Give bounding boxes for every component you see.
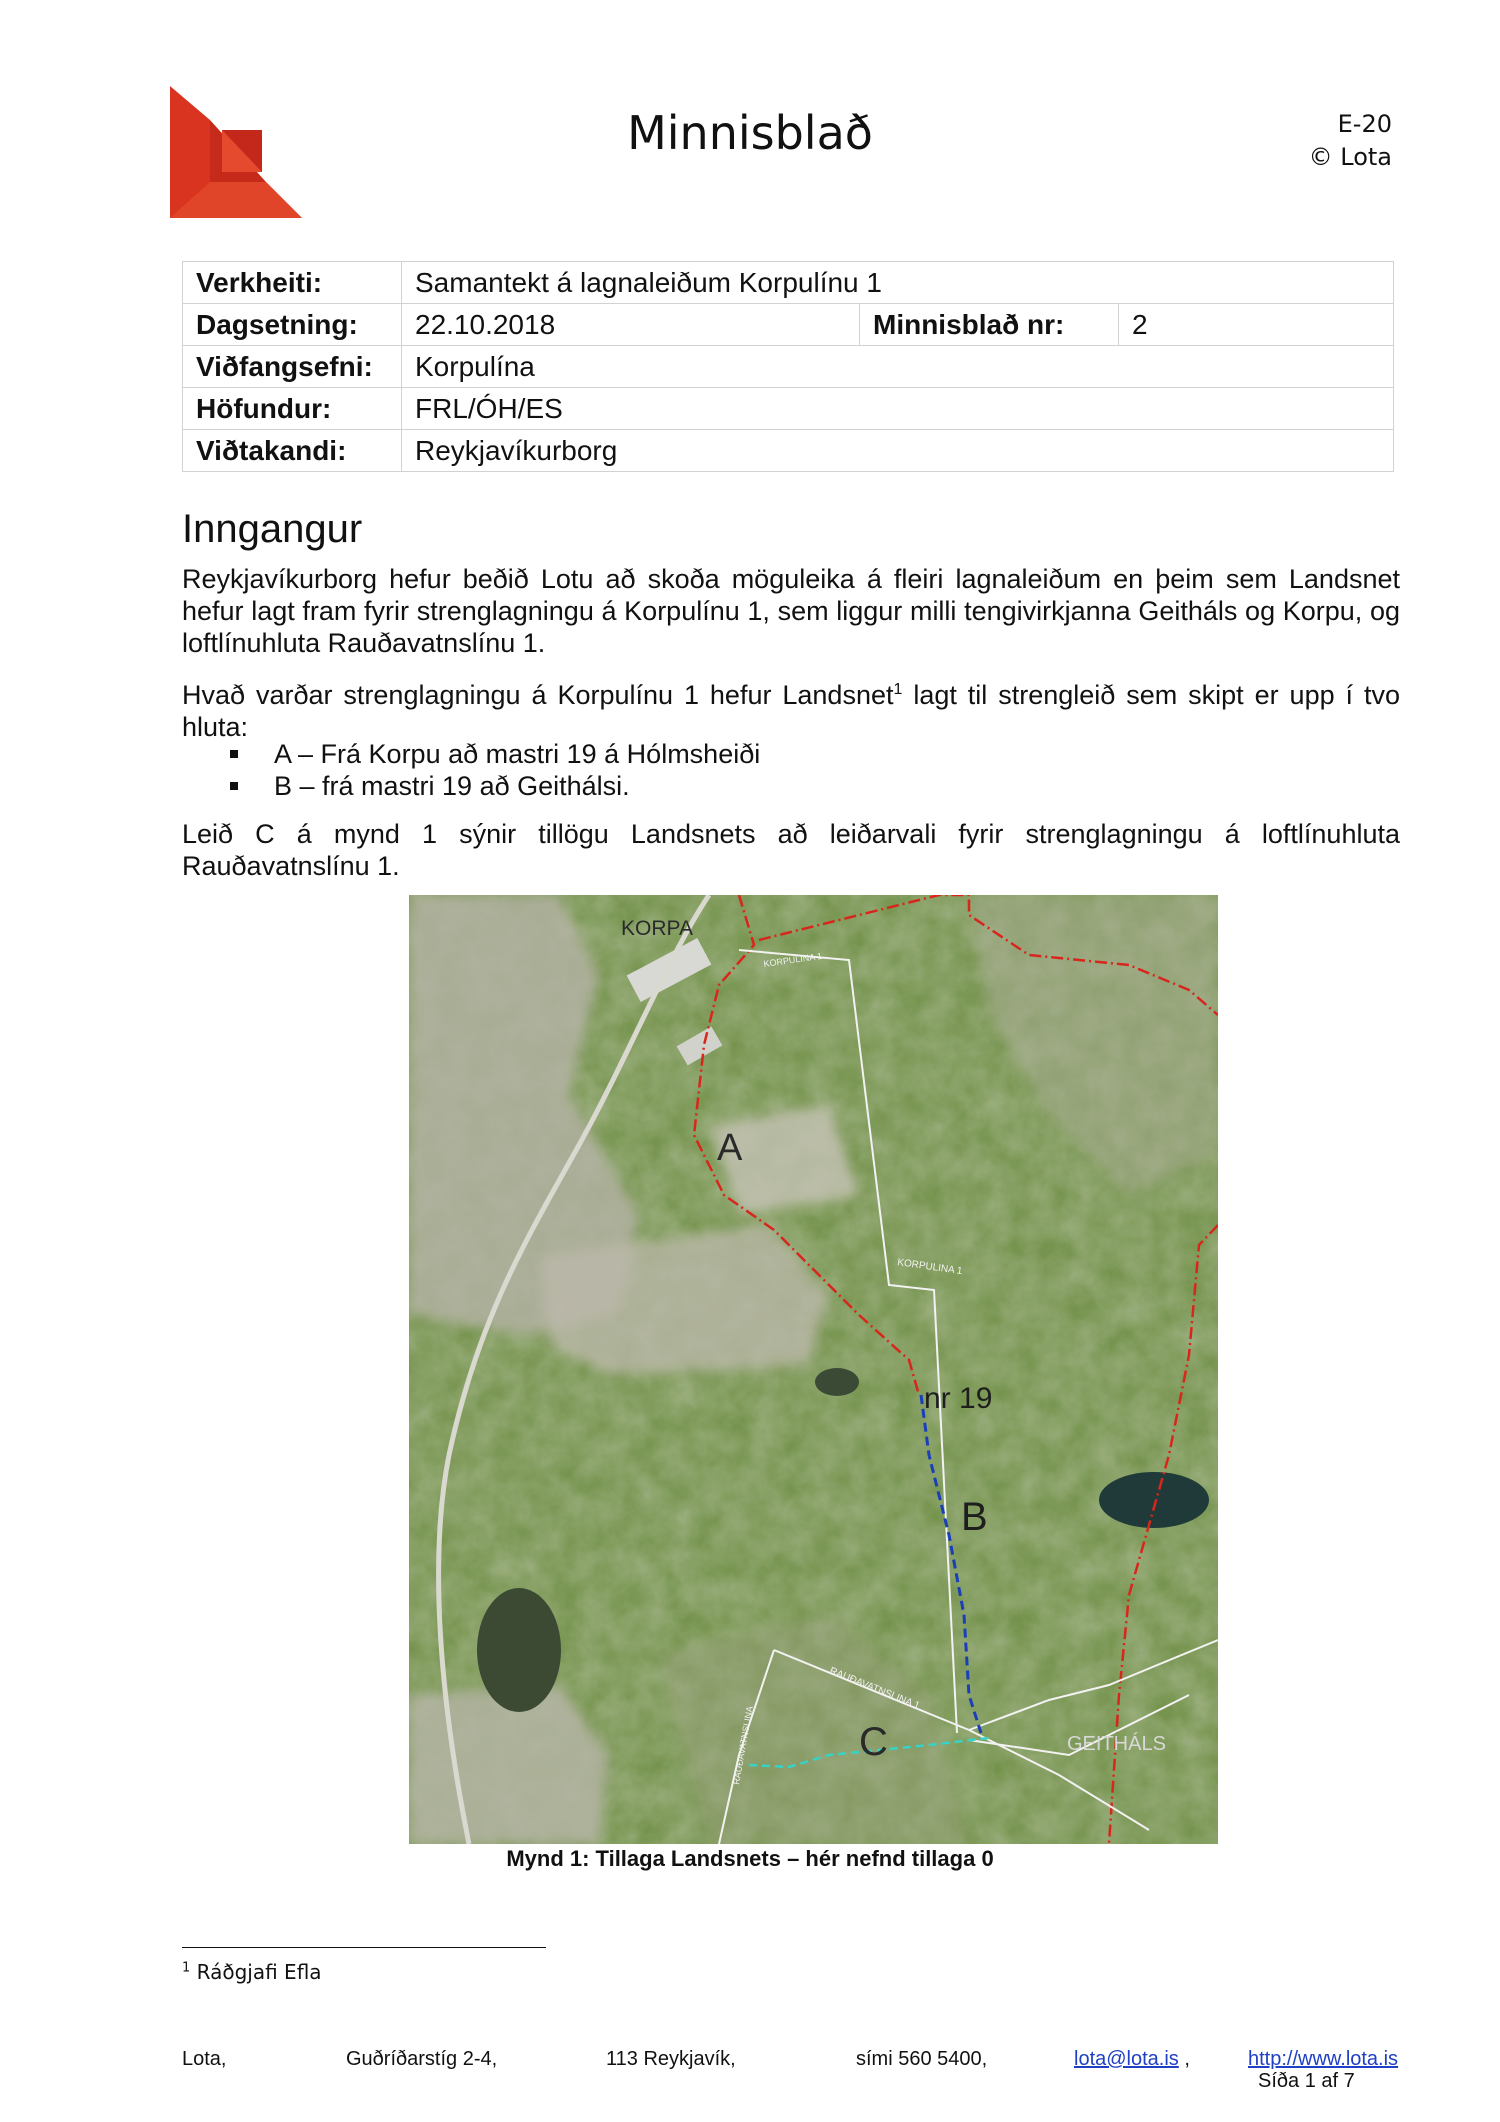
list-item-text: B – frá mastri 19 að Geithálsi.	[274, 771, 630, 801]
footer-city: 113 Reykjavík,	[606, 2048, 736, 2070]
map-label-korpulina-top: KORPULINA 1	[762, 950, 823, 969]
table-row	[183, 262, 1394, 304]
recipient-value: Reykjavíkurborg	[402, 430, 1394, 472]
route-paragraph-text-end: lagt til strengleið sem skipt er upp í tvo hluta:	[182, 680, 1400, 742]
subject-value: Korpulína	[402, 346, 1394, 388]
footer-email-link[interactable]: lota@lota.is	[1074, 2048, 1179, 2070]
map-label-mast-nr19: nr 19	[924, 1382, 993, 1415]
map-label-route-b: B	[961, 1495, 988, 1539]
footer-company: Lota,	[182, 2048, 227, 2070]
footnote-text: Ráðgjafi Efla	[196, 1960, 322, 1984]
list-item-text: A – Frá Korpu að mastri 19 á Hólmsheiði	[274, 739, 761, 769]
document-code	[1309, 108, 1392, 174]
footer-separator: ,	[1184, 2048, 1190, 2070]
map-label-korpa: KORPA	[621, 917, 693, 940]
map-label-raudavatnslina-diag: RAUÐAVATNSLINA 1	[827, 1665, 922, 1712]
route-paragraph-text-start: Hvað varðar strenglagningu á Korpulínu 1 hefur Landsnet	[182, 680, 894, 710]
subject-label: Viðfangsefni:	[183, 346, 402, 388]
memo-number-label: Minnisblað nr:	[860, 304, 1119, 346]
author-value: FRL/ÓH/ES	[402, 388, 1394, 430]
map-label-route-c: C	[859, 1720, 888, 1764]
footnote-divider	[182, 1947, 546, 1948]
bullet-square-icon	[230, 750, 238, 758]
footer-address: Guðríðarstíg 2-4,	[346, 2048, 498, 2070]
intro-paragraph: Reykjavíkurborg hefur beðið Lotu að skoða möguleika á fleiri lagnaleiðum en þeim sem Landsnet hefur lagt fram fyrir strenglagningu á Korpulínu 1, sem liggur milli tengivirkjanna Geitháls og Korpu, og loftlínuhluta Rauðavatnslínu 1.	[182, 564, 1400, 658]
table-row	[183, 304, 1394, 346]
footnote-number: 1	[182, 1960, 191, 1976]
footer-phone: sími 560 5400,	[856, 2048, 988, 2070]
date-value: 22.10.2018	[402, 304, 860, 346]
project-value: Samantekt á lagnaleiðum Korpulínu 1	[402, 262, 1394, 304]
table-row	[183, 388, 1394, 430]
map-label-geithals: GEITHÁLS	[1067, 1733, 1166, 1755]
footer-web-link[interactable]: http://www.lota.is	[1248, 2048, 1399, 2070]
figure-caption: Mynd 1: Tillaga Landsnets – hér nefnd tillaga 0	[506, 1846, 994, 1871]
memo-metadata-table	[182, 261, 1394, 472]
document-copyright: © Lota	[1308, 143, 1392, 171]
map-label-route-a: A	[717, 1127, 743, 1169]
lake	[815, 1368, 859, 1396]
footnote-reference[interactable]: 1	[893, 681, 903, 698]
map-label-korpulina-mid: KORPULINA 1	[896, 1257, 964, 1278]
list-item	[222, 770, 760, 802]
footnote	[182, 1960, 322, 1984]
document-title: Minnisblað	[627, 106, 873, 160]
footer-email-row	[1074, 2048, 1190, 2071]
map-label-raudavatnslina-vert: RAUÐAVATNSLINA	[731, 1705, 755, 1786]
route-list	[222, 738, 760, 802]
table-row	[183, 430, 1394, 472]
aerial-route-map	[409, 895, 1218, 1844]
route-c-paragraph: Leið C á mynd 1 sýnir tillögu Landsnets að leiðarvali fyrir strenglagningu á loftlínuhluta Rauðavatnslínu 1.	[182, 819, 1400, 881]
bullet-square-icon	[230, 782, 238, 790]
project-label: Verkheiti:	[183, 262, 402, 304]
list-item	[222, 738, 760, 770]
page-number: Síða 1 af 7	[1258, 2070, 1355, 2092]
document-code-number: E-20	[1337, 110, 1392, 138]
table-row	[183, 346, 1394, 388]
lake	[1099, 1472, 1209, 1528]
recipient-label: Viðtakandi:	[183, 430, 402, 472]
route-paragraph	[182, 674, 1400, 743]
footer-web-row	[1248, 2048, 1398, 2071]
lake	[477, 1588, 561, 1712]
author-label: Höfundur:	[183, 388, 402, 430]
memo-number-value: 2	[1119, 304, 1394, 346]
date-label: Dagsetning:	[183, 304, 402, 346]
section-heading: Inngangur	[182, 507, 363, 551]
